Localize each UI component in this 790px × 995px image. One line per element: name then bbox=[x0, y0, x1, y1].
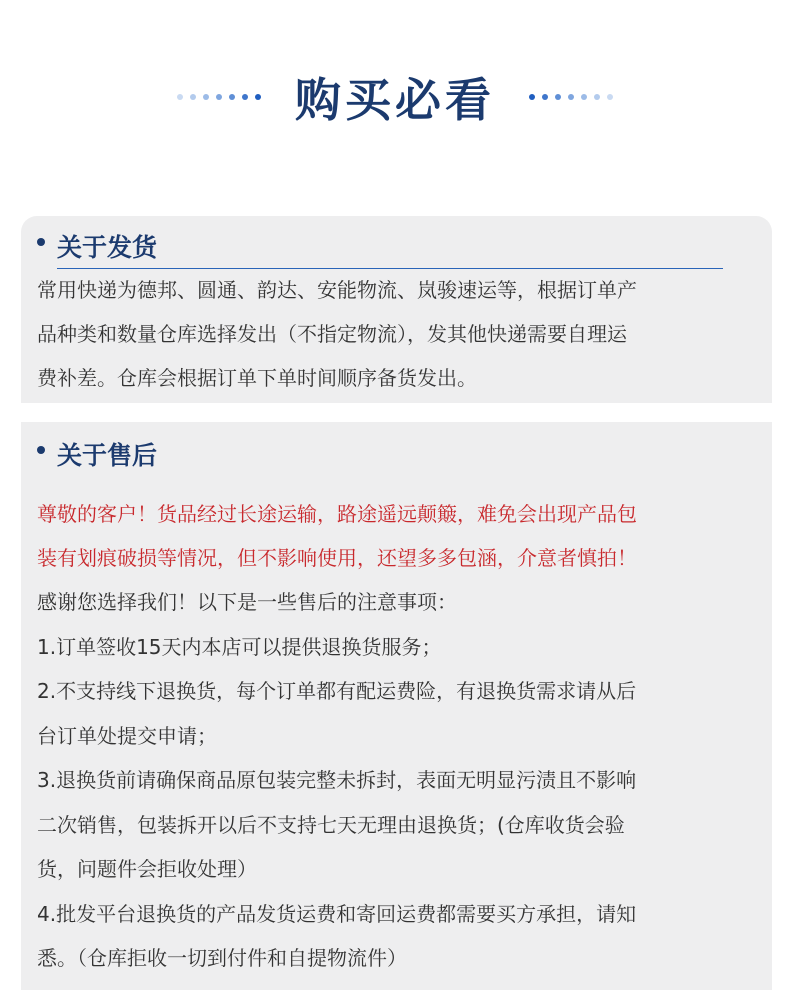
decorative-dots-left bbox=[177, 94, 261, 100]
decorative-dot bbox=[555, 94, 561, 100]
aftersale-line: 2.不支持线下退换货，每个订单都有配运费险，有退换货需求请从后 bbox=[37, 679, 637, 703]
shipping-heading bbox=[37, 228, 157, 264]
decorative-dot bbox=[542, 94, 548, 100]
page-title: 购买必看 bbox=[295, 73, 495, 127]
shipping-section bbox=[21, 216, 772, 403]
bullet-icon bbox=[37, 238, 45, 246]
aftersale-line: 台订单处提交申请； bbox=[37, 723, 217, 748]
decorative-dot bbox=[177, 94, 183, 100]
aftersale-title: 关于售后 bbox=[57, 441, 158, 470]
decorative-dot bbox=[203, 94, 209, 100]
decorative-dot bbox=[581, 94, 587, 100]
decorative-dot bbox=[190, 94, 196, 100]
bullet-icon bbox=[37, 446, 45, 454]
decorative-dot bbox=[529, 94, 535, 100]
aftersale-line: 1.订单签收15天内本店可以提供退换货服务； bbox=[37, 634, 442, 659]
decorative-dot bbox=[255, 94, 261, 100]
decorative-dots-right bbox=[529, 94, 613, 100]
aftersale-line: 3.退换货前请确保商品原包装完整未拆封，表面无明显污渍且不影响 bbox=[37, 768, 637, 792]
decorative-dot bbox=[216, 94, 222, 100]
decorative-dot bbox=[229, 94, 235, 100]
shipping-text bbox=[37, 268, 767, 400]
aftersale-section bbox=[21, 422, 772, 990]
aftersale-line: 二次销售，包装拆开以后不支持七天无理由退换货；(仓库收货会验 bbox=[37, 812, 625, 837]
shipping-line: 品种类和数量仓库选择发出（不指定物流），发其他快递需要自理运 bbox=[37, 322, 627, 346]
page-header bbox=[0, 62, 790, 132]
aftersale-heading bbox=[37, 436, 157, 472]
aftersale-notes bbox=[37, 580, 767, 981]
aftersale-warning bbox=[37, 492, 767, 580]
decorative-dot bbox=[594, 94, 600, 100]
warning-line: 装有划痕破损等情况，但不影响使用，还望多多包涵，介意者慎拍！ bbox=[37, 546, 637, 570]
decorative-dot bbox=[607, 94, 613, 100]
shipping-line: 费补差。仓库会根据订单下单时间顺序备货发出。 bbox=[37, 366, 477, 390]
shipping-title: 关于发货 bbox=[57, 233, 158, 262]
shipping-line: 常用快递为德邦、圆通、韵达、安能物流、岚骏速运等，根据订单产 bbox=[37, 278, 637, 302]
warning-line: 尊敬的客户！货品经过长途运输，路途遥远颠簸，难免会出现产品包 bbox=[37, 502, 637, 526]
aftersale-line: 货，问题件会拒收处理） bbox=[37, 857, 257, 881]
decorative-dot bbox=[242, 94, 248, 100]
aftersale-line: 感谢您选择我们！以下是一些售后的注意事项： bbox=[37, 590, 457, 614]
aftersale-line: 4.批发平台退换货的产品发货运费和寄回运费都需要买方承担，请知 bbox=[37, 901, 637, 926]
aftersale-line: 悉。（仓库拒收一切到付件和自提物流件） bbox=[37, 946, 407, 970]
decorative-dot bbox=[568, 94, 574, 100]
